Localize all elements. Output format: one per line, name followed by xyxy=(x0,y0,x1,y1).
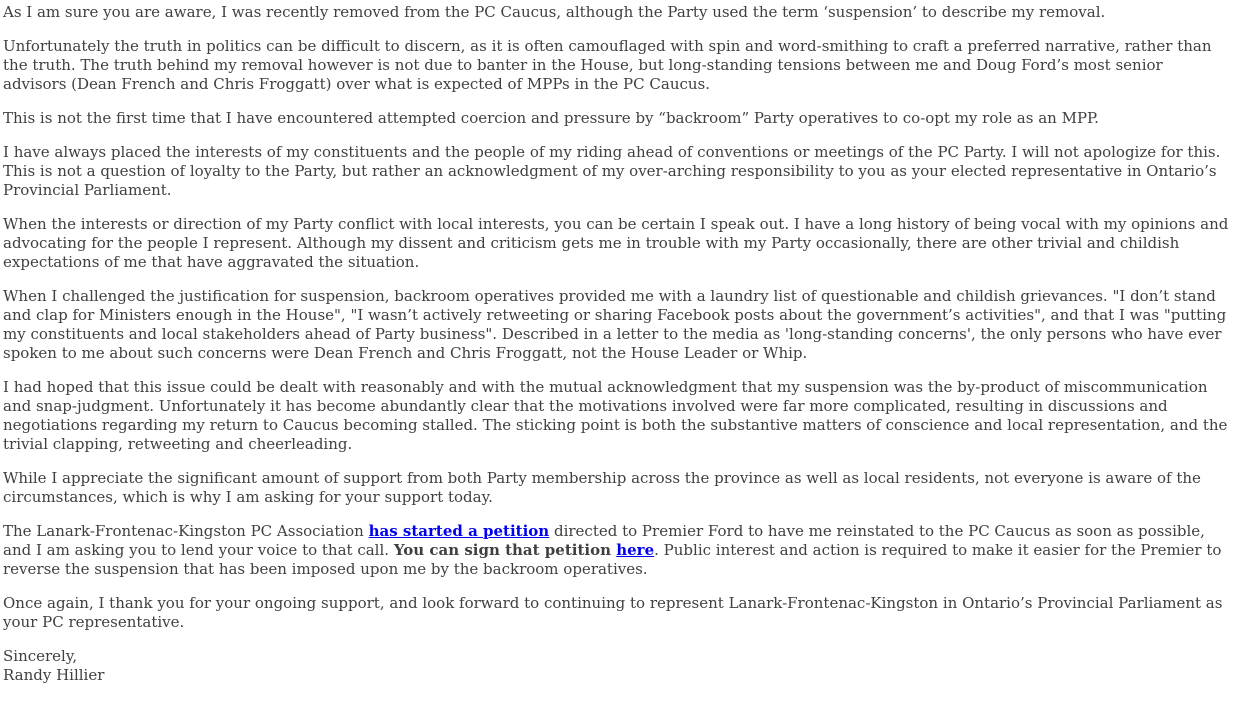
signature-closing: Sincerely, xyxy=(3,647,78,665)
text-run: Unfortunately the truth in politics can be difficult to discern, as it is often camouflaged with spin and word-smithing to craft a preferred narrative, rather than the truth. The truth behind my removal however is not due to banter in the House, but long-standing tensions between me and Doug Ford’s most senior advisors (Dean French and Chris Froggatt) over what is expected of MPPs in the PC Caucus. xyxy=(3,37,1212,93)
paragraph-truth-in-politics xyxy=(3,37,1230,94)
paragraph-constituents-first xyxy=(3,143,1230,200)
text-run: While I appreciate the significant amount of support from both Party membership across the province as well as local residents, not everyone is aware of the circumstances, which is why I am asking for your support today. xyxy=(3,469,1201,506)
text-run: directed to Premier Ford to have me reinstated to the PC Caucus as soon as possible, and I am asking you to lend your voice to that call. xyxy=(3,522,1205,559)
text-run: . Public interest and action is required to make it easier for the Premier to reverse the suspension that has been imposed upon me by the backroom operatives. xyxy=(3,541,1222,578)
sign-petition-here-link[interactable]: here xyxy=(616,541,655,559)
paragraph-hoped-resolution xyxy=(3,378,1230,454)
petition-started-link[interactable]: has started a petition xyxy=(368,522,550,540)
text-run: When I challenged the justification for suspension, backroom operatives provided me with a laundry list of questionable and childish grievances. "I don’t stand and clap for Ministers enough in the House", "I wasn’t actively retweeting or sharing Facebook posts about the government’s activities", and that I was "putting my constituents and local stakeholders ahead of Party business". Described in a letter to the media as 'long-standing concerns', the only persons who have ever spoken to me about such concerns were Dean French and Chris Froggatt, not the House Leader or Whip. xyxy=(3,287,1227,362)
paragraph-removal-intro xyxy=(3,3,1230,22)
paragraph-thanks xyxy=(3,594,1230,632)
text-run: When the interests or direction of my Party conflict with local interests, you can be certain I speak out. I have a long history of being vocal with my opinions and advocating for the people I represent. Although my dissent and criticism gets me in trouble with my Party occasionally, there are other trivial and childish expectations of me that have aggravated the situation. xyxy=(3,215,1229,271)
text-run: As I am sure you are aware, I was recently removed from the PC Caucus, although the Party used the term ‘suspension’ to describe my removal. xyxy=(3,3,1106,21)
signature-name: Randy Hillier xyxy=(3,666,105,684)
paragraph-speak-out xyxy=(3,215,1230,272)
paragraph-support-appeal xyxy=(3,469,1230,507)
text-run: The Lanark-Frontenac-Kingston PC Association xyxy=(3,522,369,540)
text-run: I had hoped that this issue could be dealt with reasonably and with the mutual acknowledgment that my suspension was the by-product of miscommunication and snap-judgment. Unfortunately it has become abundantly clear that the motivations involved were far more complicated, resulting in discussions and negotiations regarding my return to Caucus becoming stalled. The sticking point is both the substantive matters of conscience and local representation, and the trivial clapping, retweeting and cheerleading. xyxy=(3,378,1228,453)
paragraph-grievances xyxy=(3,287,1230,363)
sign-petition-bold-text: You can sign that petition xyxy=(393,541,617,559)
paragraph-petition xyxy=(3,522,1230,579)
paragraph-not-first-time xyxy=(3,109,1230,128)
text-run: This is not the first time that I have encountered attempted coercion and pressure by “backroom” Party operatives to co-opt my role as an MPP. xyxy=(3,109,1099,127)
text-run: I have always placed the interests of my constituents and the people of my riding ahead of conventions or meetings of the PC Party. I will not apologize for this. This is not a question of loyalty to the Party, but rather an acknowledgment of my over-arching responsibility to you as your elected representative in Ontario’s Provincial Parliament. xyxy=(3,143,1221,199)
text-run: Once again, I thank you for your ongoing support, and look forward to continuing to represent Lanark-Frontenac-Kingston in Ontario’s Provincial Parliament as your PC representative. xyxy=(3,594,1223,631)
paragraph-signature xyxy=(3,647,1230,685)
